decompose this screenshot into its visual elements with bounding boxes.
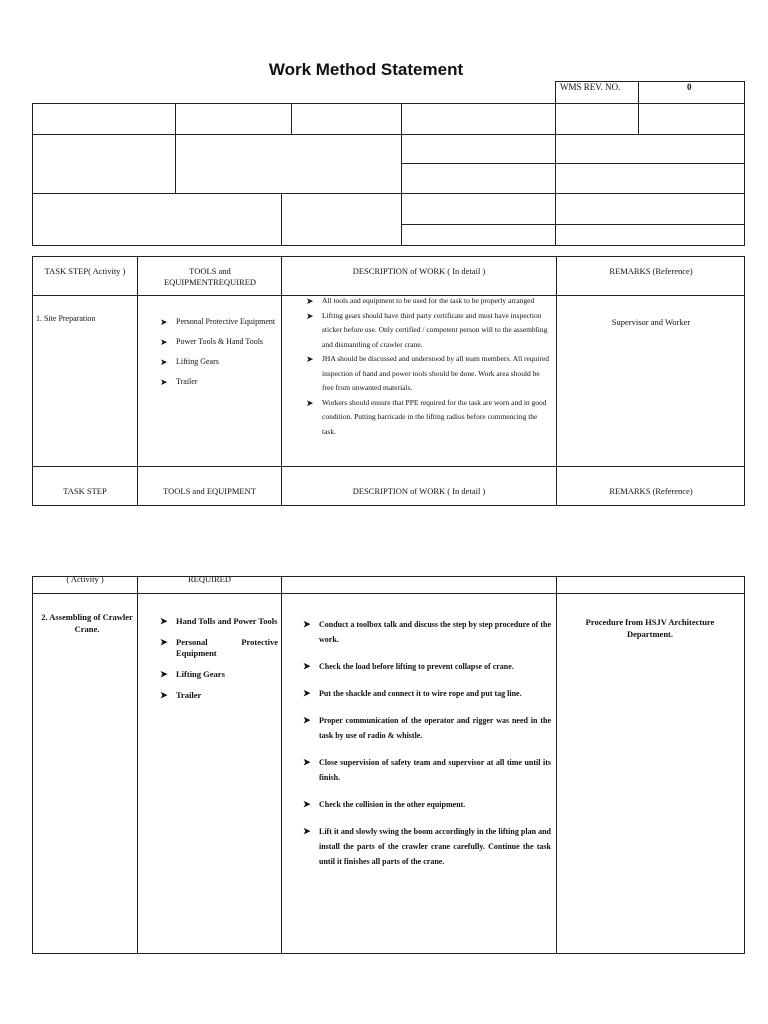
arrow-bullet-icon: ➤ bbox=[303, 619, 311, 629]
list-item: ➤ Trailer bbox=[160, 690, 202, 700]
list-item: ➤ Trailer bbox=[160, 377, 198, 387]
list-item: ➤ Conduct a toolbox talk and discuss the step by step procedure of the work. bbox=[303, 619, 551, 644]
footer-task-step: TASK STEP bbox=[63, 486, 107, 496]
header-tools: TOOLS and EQUIPMENTREQUIRED bbox=[163, 266, 257, 287]
arrow-bullet-icon: ➤ bbox=[303, 661, 311, 671]
task-assembling-crane: 2. Assembling of Crawler Crane. bbox=[41, 612, 133, 634]
header-task-step: TASK STEP( Activity ) bbox=[44, 266, 126, 276]
list-item: ➤ All tools and equipment to be used for the task to be properly arranged bbox=[306, 294, 552, 309]
header-remarks: REMARKS (Reference) bbox=[609, 266, 693, 276]
remarks-2: Procedure from HSJV Architecture Department. bbox=[585, 617, 715, 639]
arrow-bullet-icon: ➤ bbox=[160, 690, 168, 700]
document-title: Work Method Statement bbox=[268, 60, 464, 79]
list-item: ➤ Put the shackle and connect it to wire rope and put tag line. bbox=[303, 686, 551, 701]
arrow-bullet-icon: ➤ bbox=[160, 337, 168, 347]
list-item: ➤ Power Tools & Hand Tools bbox=[160, 337, 264, 347]
arrow-bullet-icon: ➤ bbox=[160, 637, 168, 647]
arrow-bullet-icon: ➤ bbox=[306, 354, 314, 364]
arrow-bullet-icon: ➤ bbox=[303, 826, 311, 836]
arrow-bullet-icon: ➤ bbox=[306, 397, 314, 408]
arrow-bullet-icon: ➤ bbox=[303, 688, 311, 698]
list-item: ➤ Personal Protective Equipment bbox=[160, 637, 278, 658]
list-item: ➤ Hand Tolls and Power Tools bbox=[160, 616, 278, 626]
footer-remarks: REMARKS (Reference) bbox=[609, 486, 693, 496]
footer-tools: TOOLS and EQUIPMENT bbox=[163, 486, 256, 496]
arrow-bullet-icon: ➤ bbox=[160, 616, 168, 626]
arrow-bullet-icon: ➤ bbox=[160, 377, 168, 387]
list-item: ➤ Check the collision in the other equipment. bbox=[303, 797, 551, 812]
wms-rev-value: 0 bbox=[687, 82, 692, 92]
footer-description: DESCRIPTION of WORK ( In detail ) bbox=[352, 486, 486, 496]
required-label: REQUIRED bbox=[188, 574, 231, 584]
list-item: ➤ Lifting gears should have third party certificate and must have inspection sticker before use. Only certified / competent person will to the assembling and dismantling of crawler crane. bbox=[306, 310, 548, 349]
list-item: ➤ Close supervision of safety team and supervisor at all time until its finish. bbox=[303, 757, 551, 782]
list-item: ➤ Personal Protective Equipment bbox=[160, 317, 276, 327]
list-item: ➤ Lifting Gears bbox=[160, 357, 219, 367]
arrow-bullet-icon: ➤ bbox=[303, 715, 311, 725]
arrow-bullet-icon: ➤ bbox=[303, 757, 311, 767]
arrow-bullet-icon: ➤ bbox=[306, 310, 314, 321]
tools-list-1 bbox=[160, 317, 278, 387]
description-list-2 bbox=[303, 617, 551, 869]
list-item: ➤ Lift it and slowly swing the boom accordingly in the lifting plan and install the parts of the crawler crane carefully. Continue the task until it finishes all parts of the crane. bbox=[303, 826, 551, 866]
list-item: ➤ Check the load before lifting to prevent collapse of crane. bbox=[303, 659, 551, 674]
arrow-bullet-icon: ➤ bbox=[306, 296, 314, 306]
activity-label: ( Activity ) bbox=[66, 574, 104, 584]
arrow-bullet-icon: ➤ bbox=[160, 317, 168, 327]
description-list-1 bbox=[306, 294, 552, 439]
task-site-preparation: 1. Site Preparation bbox=[36, 314, 96, 323]
remarks-1: Supervisor and Worker bbox=[611, 317, 691, 327]
header-description: DESCRIPTION of WORK ( In detail ) bbox=[352, 266, 486, 276]
wms-rev-label: WMS REV. NO. bbox=[560, 82, 621, 92]
arrow-bullet-icon: ➤ bbox=[160, 357, 168, 367]
list-item: ➤ Proper communication of the operator and rigger was need in the task by use of radio & whistle. bbox=[303, 715, 551, 740]
arrow-bullet-icon: ➤ bbox=[160, 669, 168, 679]
arrow-bullet-icon: ➤ bbox=[303, 799, 311, 809]
list-item: ➤ Lifting Gears bbox=[160, 669, 225, 679]
list-item: ➤ JHA should be discussed and understood by all team members. All required inspection of hand and power tools should be done. Work area should be free from unwanted materials. bbox=[306, 354, 550, 392]
list-item: ➤ Workers should ensure that PPE required for the task are worn and in good condition. Putting barricade in the lifting radius before commencing the task. bbox=[306, 397, 547, 436]
tools-list-2 bbox=[160, 616, 278, 701]
